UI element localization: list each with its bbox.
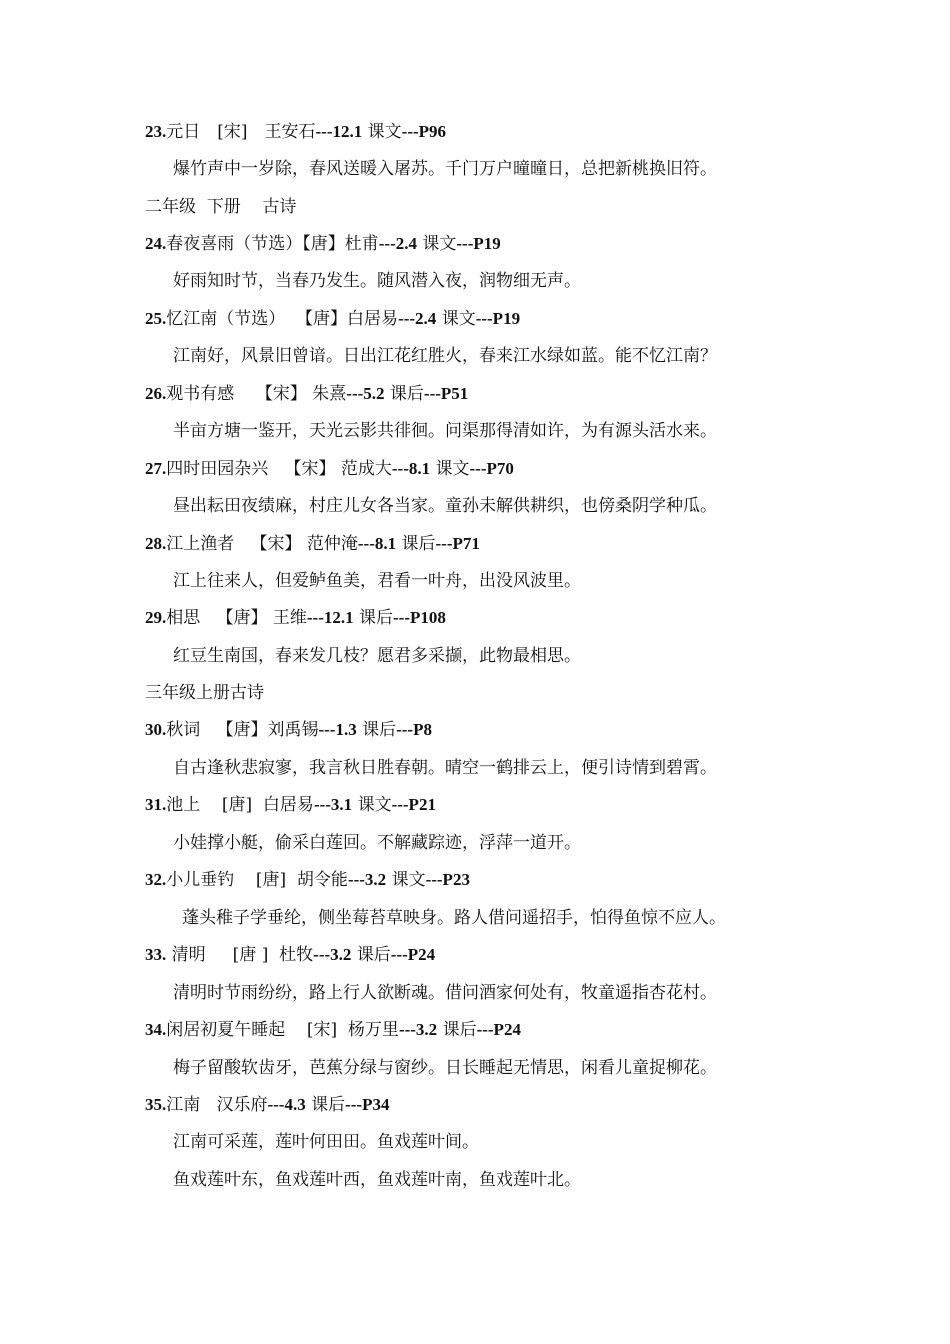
poem-heading [145,866,470,894]
poem-number: 25. [145,309,167,328]
lesson-number: ---2.4 [378,234,417,253]
lesson-type: 课后 [384,384,424,404]
lesson-number: ---3.1 [313,795,353,814]
page-ref: ---P23 [425,870,470,889]
section-heading: 三年级上册古诗 [145,683,264,703]
page-ref: ---P24 [476,1020,521,1039]
poem-number: 34. [145,1020,167,1039]
page-ref: ---P51 [423,384,469,403]
poem-title-author: 闲居初夏午睡起 [宋] 杨万里 [166,1020,399,1040]
section-heading: 二年级 下册 古诗 [145,197,297,217]
page-ref: ---P71 [435,534,480,553]
poem-heading [145,230,501,258]
page-ref: ---P108 [393,608,446,627]
lesson-type: 课文 [352,795,392,815]
poem-title-author: 池上 [唐] 白居易 [166,795,314,815]
poem-text: 梅子留酸软齿牙，芭蕉分绿与窗纱。日长睡起无情思，闲看儿童捉柳花。 [173,1058,717,1078]
lesson-number: ---3.2 [313,945,352,964]
poem-text: 江南好，风景旧曾谙。日出江花红胜火，春来江水绿如蓝。能不忆江南？ [173,346,717,366]
poem-text: 清明时节雨纷纷，路上行人欲断魂。借问酒家何处有，牧童遥指杏花村。 [173,983,717,1003]
poem-heading [145,791,436,819]
poem-heading [145,305,520,333]
page-ref: ---P21 [391,795,436,814]
poem-heading [145,1016,521,1044]
poem-text: 蓬头稚子学垂纶，侧坐莓苔草映身。路人借问遥招手，怕得鱼惊不应人。 [182,908,726,928]
page-ref: ---P24 [390,945,436,964]
poem-number: 24. [145,234,167,253]
lesson-number: ---12.1 [306,608,354,627]
poem-heading [145,1091,389,1119]
lesson-number: ---8.1 [391,459,431,478]
poem-number: 28. [145,534,167,553]
lesson-type: 课文 [436,309,476,329]
poem-title-author: 小儿垂钓 [唐] 胡令能 [166,870,348,890]
poem-title-author: 相思 【唐】 王维 [166,608,307,628]
lesson-number: ---3.2 [347,870,387,889]
poem-title-author: 观书有感 【宋】 朱熹 [166,384,347,404]
poem-title-author: 四时田园杂兴 【宋】 范成大 [166,459,392,479]
lesson-number: ---4.3 [267,1095,306,1114]
page-ref: ---P70 [469,459,514,478]
poem-heading [145,530,480,558]
poem-title-author: 江南 汉乐府 [166,1095,268,1115]
poem-title-author: 清明 [唐 ] 杜牧 [166,945,314,965]
poem-text: 昼出耘田夜绩麻，村庄儿女各当家。童孙未解供耕织，也傍桑阴学种瓜。 [173,496,717,516]
poem-number: 30. [145,720,167,739]
lesson-number: ---8.1 [357,534,397,553]
poem-heading [145,118,446,146]
poem-heading [145,716,432,744]
poem-title-author: 忆江南（节选） 【唐】白居易 [166,309,399,329]
poem-heading [145,941,435,969]
poem-number: 32. [145,870,167,889]
poem-number: 27. [145,459,167,478]
lesson-number: ---3.2 [398,1020,438,1039]
lesson-number: ---1.3 [318,720,357,739]
poem-text: 鱼戏莲叶东，鱼戏莲叶西，鱼戏莲叶南，鱼戏莲叶北。 [173,1170,581,1190]
poem-title-author: 江上渔者 【宋】 范仲淹 [166,534,358,554]
poem-number: 29. [145,608,167,627]
poem-text: 爆竹声中一岁除，春风送暖入屠苏。千门万户曈曈日，总把新桃换旧符。 [173,159,717,179]
lesson-type: 课后 [351,945,391,965]
page-ref: ---P96 [401,122,447,141]
poem-text: 江上往来人，但爱鲈鱼美，君看一叶舟，出没风波里。 [173,571,581,591]
poem-number: 26. [145,384,167,403]
poem-title-author: 元日 [宋] 王安石 [166,122,316,142]
lesson-type: 课文 [430,459,470,479]
page-ref: ---P19 [456,234,501,253]
lesson-type: 课后 [356,720,397,740]
poem-text: 自古逢秋悲寂寥，我言秋日胜春朝。晴空一鹤排云上，便引诗情到碧霄。 [173,758,717,778]
lesson-type: 课文 [362,122,402,142]
lesson-type: 课文 [386,870,426,890]
poem-text: 半亩方塘一鉴开，天光云影共徘徊。问渠那得清如许，为有源头活水来。 [173,421,717,441]
lesson-number: ---2.4 [398,309,437,328]
poem-title-author: 春夜喜雨（节选）【唐】杜甫 [166,234,379,254]
poem-heading [145,604,446,632]
lesson-number: ---5.2 [346,384,385,403]
lesson-number: ---12.1 [315,122,363,141]
poem-text: 江南可采莲，莲叶何田田。鱼戏莲叶间。 [173,1132,479,1152]
page-ref: ---P19 [475,309,521,328]
lesson-type: 课后 [437,1020,477,1040]
poem-heading [145,380,468,408]
poem-number: 33. [145,945,167,964]
poem-number: 31. [145,795,167,814]
lesson-type: 课后 [396,534,436,554]
poem-heading [145,455,514,483]
poem-title-author: 秋词 【唐】刘禹锡 [166,720,319,740]
lesson-type: 课后 [305,1095,346,1115]
lesson-type: 课后 [353,608,394,628]
poem-text: 小娃撑小艇，偷采白莲回。不解藏踪迹，浮萍一道开。 [173,833,581,853]
lesson-type: 课文 [416,234,457,254]
page-ref: ---P8 [396,720,432,739]
poem-number: 35. [145,1095,167,1114]
poem-text: 红豆生南国，春来发几枝？愿君多采撷，此物最相思。 [173,646,581,666]
page-ref: ---P34 [345,1095,390,1114]
poem-text: 好雨知时节，当春乃发生。随风潜入夜，润物细无声。 [173,271,581,291]
poem-number: 23. [145,122,167,141]
